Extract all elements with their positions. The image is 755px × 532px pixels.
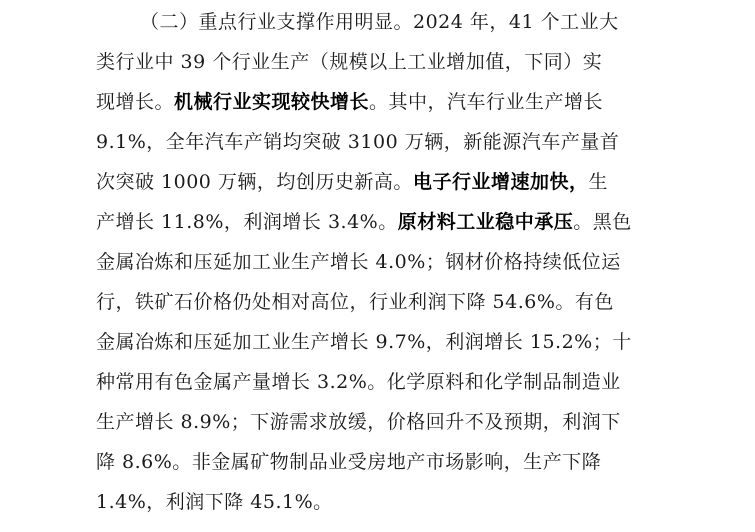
text-segment: 生产增长 8.9%；下游需求放缓，价格回升不及预期，利润下: [96, 411, 621, 433]
text-line-11: [96, 402, 621, 442]
text-segment: 类行业中 39 个行业生产（规模以上工业增加值，下同）实: [96, 51, 603, 73]
text-segment: 产增长 11.8%，利润增长 3.4%。: [96, 211, 398, 233]
text-segment: 。其中，汽车行业生产增长: [369, 91, 604, 113]
text-line-9: [96, 322, 632, 362]
text-line-12: [96, 442, 601, 482]
text-line-5: [96, 162, 608, 202]
text-segment: 1.4%，利润下降 45.1%。: [96, 491, 333, 513]
text-segment: 次突破 1000 万辆，均创历史新高。: [96, 171, 413, 193]
text-line-3: [96, 82, 603, 122]
bold-heading-raw-materials: 原材料工业稳中承压: [397, 211, 574, 233]
text-segment: 生: [588, 171, 608, 193]
text-line-7: [96, 242, 621, 282]
bold-heading-electronics: 电子行业增速加快，: [412, 171, 589, 193]
text-line-8: [96, 282, 614, 322]
text-line-6: [96, 202, 632, 242]
text-segment: 降 8.6%。非金属矿物制品业受房地产市场影响，生产下降: [96, 451, 602, 473]
text-segment: 。黑色: [573, 211, 632, 233]
text-line-10: [96, 362, 621, 402]
text-segment: （二）重点行业支撑作用明显。2024 年，41 个工业大: [140, 11, 619, 33]
text-segment: 9.1%，全年汽车产销均突破 3100 万辆，新能源汽车产量首: [96, 131, 620, 153]
bold-heading-machinery: 机械行业实现较快增长: [174, 91, 370, 113]
text-line-1: [140, 2, 619, 42]
text-segment: 种常用有色金属产量增长 3.2%。化学原料和化学制品制造业: [96, 371, 621, 393]
text-segment: 金属冶炼和压延加工业生产增长 4.0%；钢材价格持续低位运: [96, 251, 621, 273]
text-line-13: [96, 482, 333, 522]
text-line-2: [96, 42, 602, 82]
text-segment: 现增长。: [96, 91, 175, 113]
text-segment: 行，铁矿石价格仍处相对高位，行业利润下降 54.6%。有色: [96, 291, 614, 313]
text-segment: 金属冶炼和压延加工业生产增长 9.7%，利润增长 15.2%；十: [96, 331, 632, 353]
text-line-4: [96, 122, 619, 162]
